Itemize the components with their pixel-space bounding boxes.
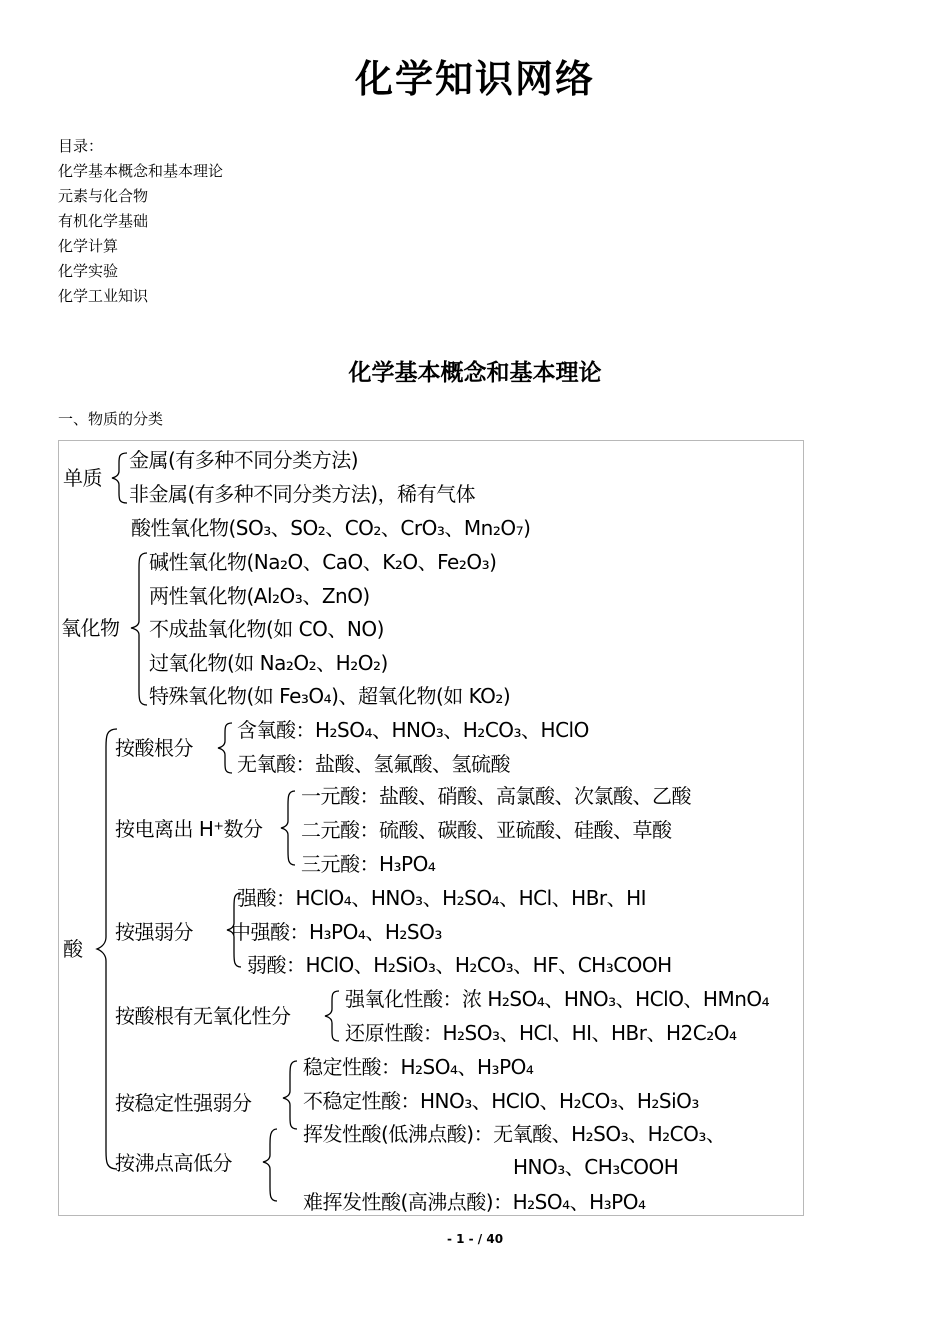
document-title: 化学知识网络	[354, 57, 595, 101]
acid-item: 三元酸：H₃PO₄	[301, 852, 436, 876]
table-of-contents	[58, 134, 223, 309]
acid-item: 弱酸：HClO、H₂SiO₃、H₂CO₃、HF、CH₃COOH	[247, 953, 672, 977]
label-group-proton: 按电离出 H⁺数分	[115, 817, 263, 841]
acid-item: 中强酸：H₃PO₄、H₂SO₃	[231, 920, 442, 944]
acid-item: 还原性酸：H₂SO₃、HCl、HI、HBr、H2C₂O₄	[345, 1021, 737, 1045]
acid-item: 一元酸：盐酸、硝酸、高氯酸、次氯酸、乙酸	[301, 784, 691, 808]
label-group-boiling: 按沸点高低分	[115, 1151, 232, 1175]
page-number: - 1 - / 40	[446, 1232, 504, 1246]
label-group-stability: 按稳定性强弱分	[115, 1091, 252, 1115]
label-acid: 酸	[63, 937, 83, 961]
toc-item[interactable]: 元素与化合物	[58, 187, 149, 205]
label-group-anion: 按酸根分	[115, 736, 193, 760]
classification-diagram	[58, 440, 804, 1216]
label-group-oxidizing: 按酸根有无氧化性分	[115, 1004, 291, 1028]
label-danzhi: 单质	[63, 466, 102, 490]
label-oxide: 氧化物	[61, 616, 120, 640]
item-amphoteric-oxide: 两性氧化物(Al₂O₃、ZnO)	[149, 584, 370, 608]
item-nonsalt-oxide: 不成盐氧化物(如 CO、NO)	[149, 617, 384, 641]
acid-item: 挥发性酸(低沸点酸)：无氧酸、H₂SO₃、H₂CO₃、	[303, 1122, 726, 1146]
item-special-oxide: 特殊氧化物(如 Fe₃O₄)、超氧化物(如 KO₂)	[149, 684, 511, 708]
toc-item[interactable]: 有机化学基础	[58, 212, 149, 230]
toc-label: 目录：	[58, 137, 104, 155]
acid-item: 不稳定性酸：HNO₃、HClO、H₂CO₃、H₂SiO₃	[303, 1089, 699, 1113]
item-basic-oxide: 碱性氧化物(Na₂O、CaO、K₂O、Fe₂O₃)	[149, 550, 497, 574]
toc-item[interactable]: 化学工业知识	[58, 287, 149, 305]
acid-item: HNO₃、CH₃COOH	[513, 1155, 679, 1179]
item-metal: 金属(有多种不同分类方法)	[129, 448, 359, 472]
item-acidic-oxide: 酸性氧化物(SO₃、SO₂、CO₂、CrO₃、Mn₂O₇)	[131, 516, 531, 540]
acid-item: 无氧酸：盐酸、氢氟酸、氢硫酸	[237, 752, 510, 776]
toc-item[interactable]: 化学计算	[58, 237, 119, 255]
toc-item[interactable]: 化学基本概念和基本理论	[58, 162, 224, 180]
section-title: 化学基本概念和基本理论	[348, 360, 602, 386]
acid-item: 强酸：HClO₄、HNO₃、H₂SO₄、HCl、HBr、HI	[237, 886, 647, 910]
acid-item: 稳定性酸：H₂SO₄、H₃PO₄	[303, 1055, 534, 1079]
item-nonmetal: 非金属(有多种不同分类方法)，稀有气体	[129, 482, 476, 506]
acid-item: 难挥发性酸(高沸点酸)：H₂SO₄、H₃PO₄	[303, 1190, 646, 1214]
acid-item: 强氧化性酸：浓 H₂SO₄、HNO₃、HClO、HMnO₄	[345, 987, 770, 1011]
item-peroxide: 过氧化物(如 Na₂O₂、H₂O₂)	[149, 651, 388, 675]
acid-item: 二元酸：硫酸、碳酸、亚硫酸、硅酸、草酸	[301, 818, 672, 842]
label-group-strength: 按强弱分	[115, 920, 193, 944]
subsection-heading: 一、物质的分类	[58, 410, 164, 428]
toc-item[interactable]: 化学实验	[58, 262, 119, 280]
acid-item: 含氧酸：H₂SO₄、HNO₃、H₂CO₃、HClO	[237, 718, 589, 742]
